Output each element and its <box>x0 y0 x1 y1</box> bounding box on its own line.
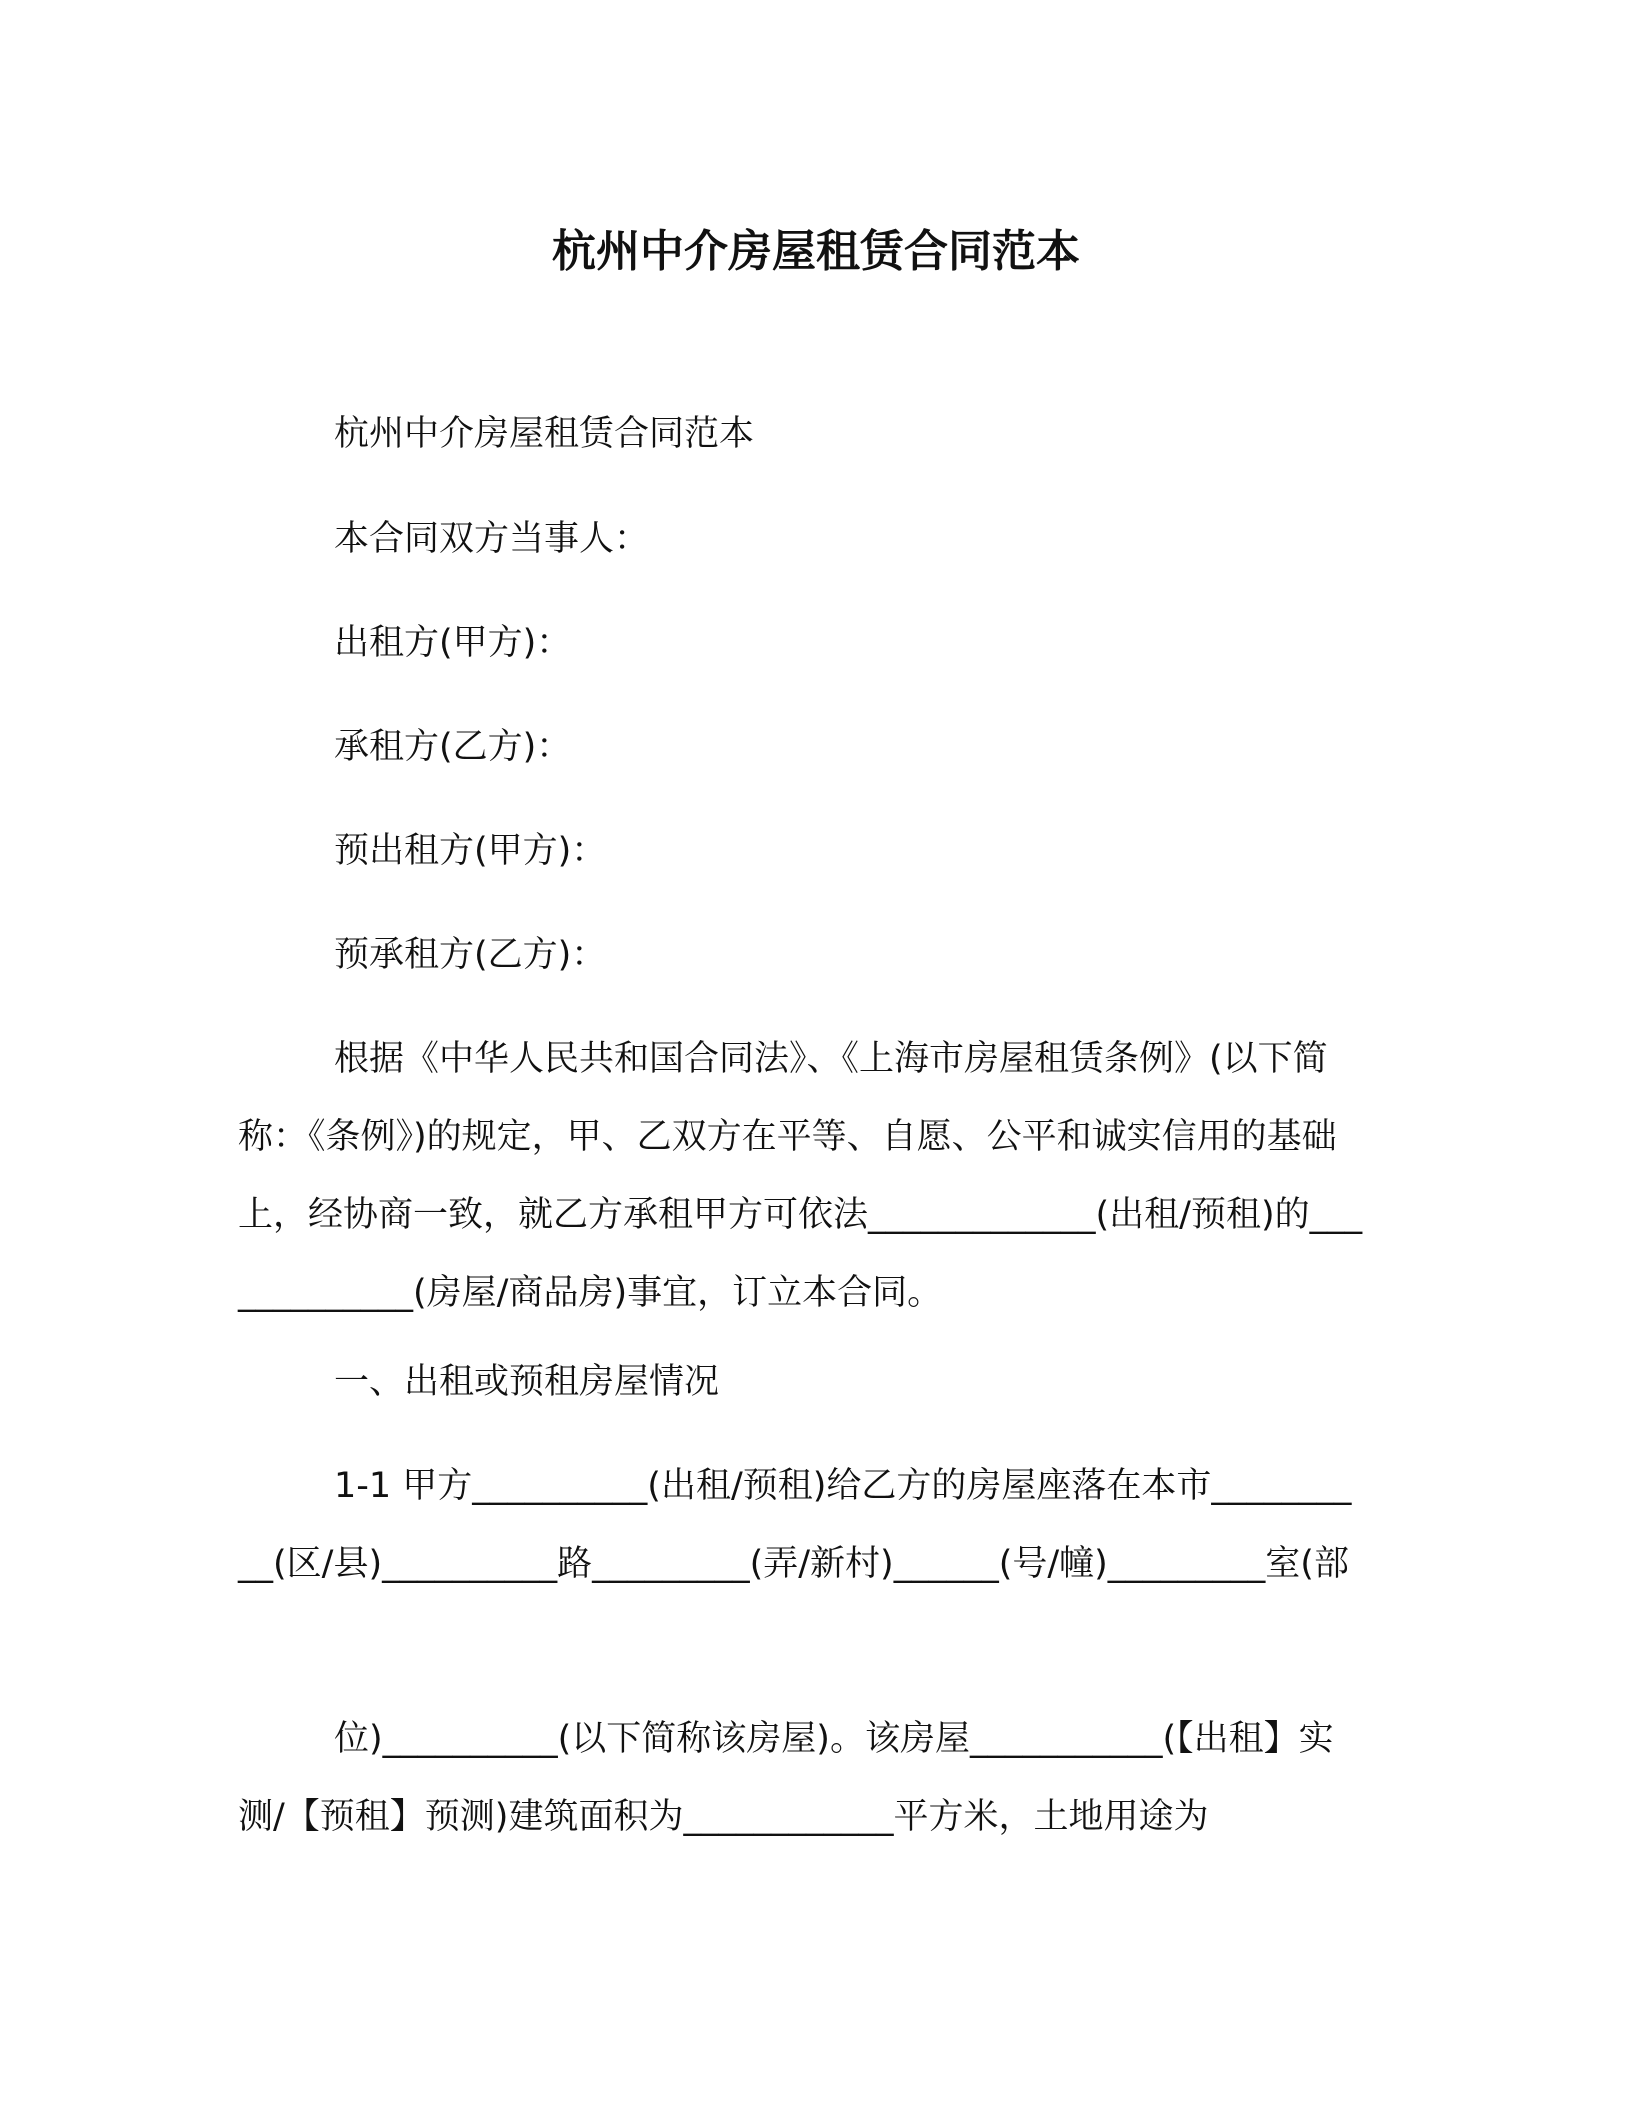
paragraph-heading: 杭州中介房屋租赁合同范本 <box>334 414 755 454</box>
document-title: 杭州中介房屋租赁合同范本 <box>552 226 1080 277</box>
paragraph-lessor: 出租方(甲方)： <box>334 623 572 663</box>
paragraph-pre-lessee: 预承租方(乙方)： <box>334 935 607 975</box>
paragraph-lessee: 承租方(乙方)： <box>334 727 572 767</box>
paragraph-location-continued: 位)__________(以下简称该房屋)。该房屋___________(【出租】实测/【预租】预测)建筑面积为____________平方米，土地用途为 <box>238 1719 1334 1837</box>
paragraph-1-1: 1-1 甲方__________(出租/预租)给乙方的房屋座落在本市__________(区/县)__________路_________(弄/新村)______(号/幢)_________室(部 <box>238 1466 1352 1584</box>
section-heading-1: 一、出租或预租房屋情况 <box>334 1362 720 1402</box>
paragraph-pre-lessor: 预出租方(甲方)： <box>334 831 607 871</box>
paragraph-basis: 根据《中华人民共和国合同法》、《上海市房屋租赁条例》(以下简称：《条例》)的规定，甲、乙双方在平等、自愿、公平和诚实信用的基础上，经协商一致，就乙方承租甲方可依法_____________(出租/预租)的_____________(房屋/商品房)事宜，订立本合同。 <box>238 1039 1363 1313</box>
paragraph-parties: 本合同双方当事人： <box>334 519 650 559</box>
